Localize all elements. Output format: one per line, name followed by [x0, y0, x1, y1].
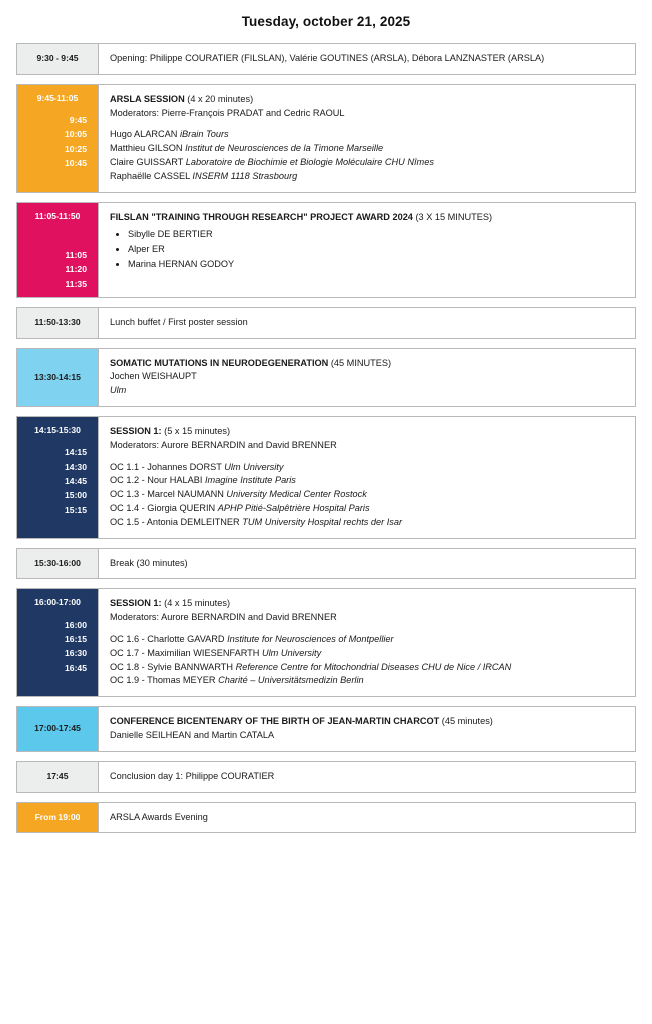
- list-item: • Sibylle DE BERTIER: [128, 228, 625, 242]
- session-line: Opening: Philippe COURATIER (FILSLAN), Valérie GOUTINES (ARSLA), Débora LANZNASTER (ARSLA): [110, 53, 545, 63]
- speaker-name: OC 1.8 - Sylvie BANNWARTH: [110, 661, 236, 672]
- spacer: [110, 453, 625, 461]
- spacer: [110, 120, 625, 128]
- session-title-suffix: (4 x 15 minutes): [161, 598, 230, 609]
- speaker-entry: [110, 156, 625, 170]
- schedule-row: [16, 202, 636, 298]
- session-title-suffix: (5 x 15 minutes): [161, 426, 230, 437]
- speaker-entry: [110, 170, 625, 184]
- session-title-main: SESSION 1:: [110, 426, 162, 437]
- time-range: 14:15-15:30: [34, 425, 81, 436]
- sub-time: 10:45: [65, 158, 87, 169]
- time-cell: [17, 803, 99, 833]
- speaker-name: Hugo ALARCAN: [110, 129, 180, 140]
- time-cell: [17, 349, 99, 406]
- schedule-row: [16, 706, 636, 752]
- session-title-suffix: (3 X 15 MINUTES): [412, 211, 493, 222]
- speaker-affiliation: Laboratoire de Biochimie et Biologie Moléculaire CHU Nîmes: [185, 156, 434, 167]
- session-title: [110, 597, 625, 611]
- schedule-row: [16, 348, 636, 407]
- speaker-entry: [110, 633, 625, 647]
- speaker-name: OC 1.1 - Johannes DORST: [110, 461, 225, 472]
- speaker-affiliation: iBrain Tours: [179, 129, 229, 140]
- session-title: [110, 715, 625, 729]
- speaker-entry: [110, 142, 625, 156]
- session-content: [99, 85, 635, 192]
- session-line: ARSLA Awards Evening: [110, 811, 208, 822]
- time-cell: [17, 417, 99, 538]
- sub-time: 16:15: [65, 634, 87, 645]
- session-content: [99, 44, 635, 74]
- session-content: [99, 203, 635, 297]
- time-cell: [17, 549, 99, 579]
- schedule-row: [16, 761, 636, 793]
- session-moderators: Moderators: Aurore BERNARDIN and David BRENNER: [110, 439, 337, 450]
- speaker-entry: [110, 128, 625, 142]
- time-cell: [17, 203, 99, 297]
- speaker-affiliation: Ulm: [110, 385, 127, 396]
- session-moderators: Moderators: Aurore BERNARDIN and David BRENNER: [110, 612, 337, 623]
- session-content: [99, 417, 635, 538]
- session-content: [99, 349, 635, 406]
- speaker-name: Danielle SEILHEAN and Martin CATALA: [110, 729, 275, 740]
- speaker-entry: [110, 502, 625, 516]
- time-cell: [17, 85, 99, 192]
- session-title-main: CONFERENCE BICENTENARY OF THE BIRTH OF JEAN-MARTIN CHARCOT: [110, 716, 440, 727]
- speaker-affiliation: Reference Centre for Mitochondrial Diseases CHU de Nice / IRCAN: [235, 661, 512, 672]
- time-range: 13:30-14:15: [34, 371, 81, 382]
- award-list: [110, 228, 625, 271]
- speaker-entry: [110, 516, 625, 530]
- speaker-name: OC 1.9 - Thomas MEYER: [110, 675, 219, 686]
- speaker-name: Matthieu GILSON: [110, 143, 186, 154]
- sub-time-list: [21, 114, 94, 170]
- session-title-suffix: (45 minutes): [439, 716, 493, 727]
- schedule-row: [16, 416, 636, 539]
- speaker-affiliation: Institut de Neurosciences de la Timone Marseille: [185, 143, 384, 154]
- sub-time-list: [21, 249, 94, 291]
- sub-time: 14:45: [65, 475, 87, 486]
- time-range: 11:05-11:50: [34, 210, 81, 221]
- time-cell: [17, 308, 99, 338]
- schedule-table: [16, 43, 636, 833]
- speaker-affiliation: Ulm University: [261, 647, 322, 658]
- speaker-entry: [110, 674, 625, 688]
- sub-time: 9:45: [69, 115, 87, 126]
- schedule-row: [16, 588, 636, 697]
- sub-time-list: [21, 619, 94, 675]
- speaker-affiliation: Charité – Universitätsmedizin Berlin: [218, 675, 364, 686]
- time-range: 9:45-11:05: [36, 92, 79, 103]
- speaker-entry: [110, 661, 625, 675]
- sub-time: 16:00: [65, 619, 87, 630]
- session-title-suffix: (4 x 20 minutes): [184, 93, 254, 104]
- sub-time: 11:20: [65, 264, 87, 275]
- session-title-suffix: (45 MINUTES): [328, 357, 392, 368]
- session-title: [110, 93, 625, 107]
- speaker-name: Raphaëlle CASSEL: [110, 170, 193, 181]
- session-title-main: FILSLAN "TRAINING THROUGH RESEARCH" PROJECT AWARD 2024: [110, 211, 413, 222]
- session-content: [99, 589, 635, 696]
- time-range: 9:30 - 9:45: [36, 53, 79, 64]
- schedule-row: [16, 43, 636, 75]
- spacer: [110, 625, 625, 633]
- sub-time: 11:05: [65, 249, 87, 260]
- sub-time: 16:30: [65, 648, 87, 659]
- speaker-entry: [110, 474, 625, 488]
- session-line: Lunch buffet / First poster session: [110, 316, 248, 327]
- page-title: Tuesday, october 21, 2025: [241, 14, 411, 29]
- speaker-name: OC 1.6 - Charlotte GAVARD: [110, 633, 228, 644]
- session-title-main: SOMATIC MUTATIONS IN NEURODEGENERATION: [110, 357, 329, 368]
- speaker-affiliation: APHP Pitié-Salpêtrière Hospital Paris: [217, 503, 370, 513]
- speaker-name: Jochen WEISHAUPT: [110, 371, 197, 382]
- time-range: From 19:00: [34, 811, 81, 822]
- session-title-main: SESSION 1:: [110, 598, 162, 609]
- time-range: 17:45: [46, 771, 69, 781]
- speaker-affiliation: Ulm University: [224, 461, 284, 472]
- session-line: Conclusion day 1: Philippe COURATIER: [110, 770, 275, 781]
- time-cell: [17, 589, 99, 696]
- time-range: 17:00-17:45: [34, 723, 81, 734]
- sub-time: 14:30: [65, 461, 87, 472]
- time-range: 16:00-17:00: [34, 597, 81, 608]
- speaker-name: OC 1.2 - Nour HALABI: [110, 475, 205, 486]
- session-content: [99, 707, 635, 751]
- sub-time: 14:15: [65, 447, 87, 458]
- speaker-affiliation: University Medical Center Rostock: [226, 489, 367, 500]
- sub-time: 15:00: [65, 490, 87, 501]
- speaker-affiliation: INSERM 1118 Strasbourg: [192, 170, 298, 181]
- schedule-row: [16, 307, 636, 339]
- speaker-entry: [110, 488, 625, 502]
- session-content: [99, 762, 635, 792]
- sub-time: 16:45: [65, 662, 87, 673]
- schedule-row: [16, 548, 636, 580]
- session-content: [99, 308, 635, 338]
- session-line: Break (30 minutes): [110, 557, 188, 568]
- sub-time: 11:35: [65, 278, 87, 289]
- speaker-entry: [110, 461, 625, 475]
- time-cell: [17, 44, 99, 74]
- time-cell: [17, 762, 99, 792]
- sub-time: 10:25: [65, 143, 87, 154]
- speaker-affiliation: Imagine Institute Paris: [204, 475, 296, 486]
- session-title-main: ARSLA SESSION: [110, 93, 185, 104]
- time-range: 11:50-13:30: [34, 317, 81, 328]
- speaker-entry: [110, 647, 625, 661]
- session-content: [99, 549, 635, 579]
- speaker-affiliation: Institute for Neurosciences of Montpellier: [227, 633, 394, 644]
- list-item: • Alper ER: [128, 243, 625, 257]
- speaker-name: Claire GUISSART: [110, 156, 186, 167]
- time-cell: [17, 707, 99, 751]
- sub-time: 10:05: [65, 129, 87, 140]
- session-moderators: Moderators: Pierre-François PRADAT and Cedric RAOUL: [110, 107, 345, 118]
- list-item: • Marina HERNAN GODOY: [128, 258, 625, 272]
- speaker-affiliation: TUM University Hospital rechts der Isar: [242, 516, 403, 527]
- time-range: 15:30-16:00: [34, 557, 81, 568]
- schedule-row: [16, 802, 636, 834]
- session-content: [99, 803, 635, 833]
- speaker-name: OC 1.5 - Antonia DEMLEITNER: [110, 516, 243, 527]
- session-title: [110, 425, 625, 439]
- speaker-name: OC 1.3 - Marcel NAUMANN: [110, 489, 227, 500]
- speaker-name: OC 1.4 - Giorgia QUERIN: [110, 503, 218, 513]
- session-title: [110, 211, 625, 225]
- speaker-name: OC 1.7 - Maximilian WIESENFARTH: [110, 647, 262, 658]
- sub-time: 15:15: [65, 504, 87, 515]
- session-title: [110, 357, 625, 371]
- schedule-row: [16, 84, 636, 193]
- sub-time-list: [21, 446, 94, 517]
